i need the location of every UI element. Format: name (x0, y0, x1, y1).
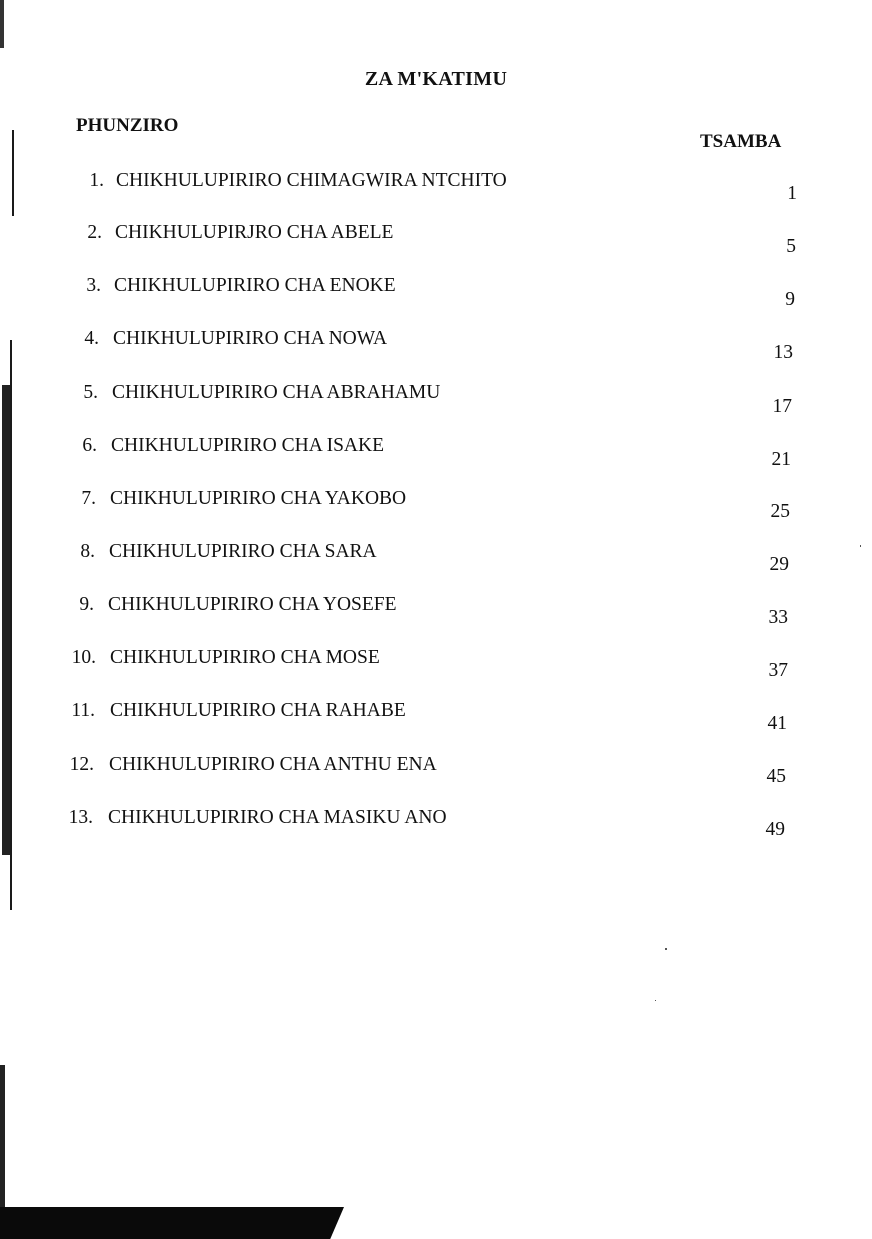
scan-bottom-shadow (0, 1207, 344, 1239)
toc-entry-page: 29 (769, 554, 789, 575)
toc-entry-number: 7. (81, 488, 96, 509)
toc-entry-number: 13. (68, 807, 93, 828)
toc-entry-page: 45 (766, 766, 786, 787)
toc-entry-number: 8. (80, 541, 95, 562)
scan-speck (665, 948, 667, 950)
toc-entry-page: 13 (773, 342, 793, 363)
toc-entry-number: 10. (71, 647, 96, 668)
scan-edge-mark (12, 130, 14, 216)
scan-edge-mark (10, 340, 12, 910)
toc-entry-page: 5 (786, 236, 796, 257)
toc-entry-number: 9. (79, 594, 94, 615)
toc-entry-page: 21 (771, 449, 791, 470)
toc-entry-page: 25 (770, 501, 790, 522)
toc-entry-number: 2. (87, 222, 102, 243)
toc-entry-page: 17 (772, 396, 792, 417)
toc-entry-title: CHIKHULUPIRIRO CHA RAHABE (110, 700, 406, 721)
scan-speck (655, 1000, 656, 1001)
toc-entry-title: CHIKHULUPIRIRO CHA ABRAHAMU (112, 382, 441, 403)
page-column-heading: TSAMBA (700, 131, 782, 152)
toc-entry-title: CHIKHULUPIRIRO CHA ISAKE (111, 435, 385, 456)
toc-entry-title: CHIKHULUPIRIRO CHA ANTHU ENA (109, 754, 437, 775)
toc-entry-title: CHIKHULUPIRIRO CHIMAGWIRA NTCHITO (116, 170, 507, 191)
toc-entry-page: 9 (785, 289, 795, 310)
toc-entry-title: CHIKHULUPIRIRO CHA NOWA (113, 328, 388, 349)
toc-entry-number: 1. (89, 170, 104, 191)
toc-entry-number: 11. (71, 700, 95, 721)
scan-edge-mark (0, 1065, 5, 1215)
toc-entry-page: 37 (768, 660, 788, 681)
toc-entry-title: CHIKHULUPIRIRO CHA ENOKE (114, 275, 396, 296)
toc-entry-page: 1 (787, 183, 797, 204)
toc-entry-title: CHIKHULUPIRJRO CHA ABELE (115, 222, 394, 243)
toc-entry-number: 4. (84, 328, 99, 349)
toc-entry-page: 49 (765, 819, 785, 840)
lesson-column-heading: PHUNZIRO (76, 115, 179, 136)
page-title: ZA M'KATIMU (364, 68, 508, 90)
toc-entry-title: CHIKHULUPIRIRO CHA YAKOBO (110, 488, 407, 509)
toc-entry-number: 12. (69, 754, 94, 775)
toc-entry-title: CHIKHULUPIRIRO CHA MOSE (110, 647, 380, 668)
toc-entry-title: CHIKHULUPIRIRO CHA MASIKU ANO (108, 807, 447, 828)
toc-entry-page: 33 (768, 607, 788, 628)
toc-entry-number: 3. (86, 275, 101, 296)
scan-speck (860, 545, 861, 547)
toc-entry-title: CHIKHULUPIRIRO CHA SARA (109, 541, 377, 562)
toc-entry-number: 5. (83, 382, 98, 403)
toc-entry-title: CHIKHULUPIRIRO CHA YOSEFE (108, 594, 397, 615)
toc-entry-page: 41 (767, 713, 787, 734)
toc-entry-number: 6. (82, 435, 97, 456)
